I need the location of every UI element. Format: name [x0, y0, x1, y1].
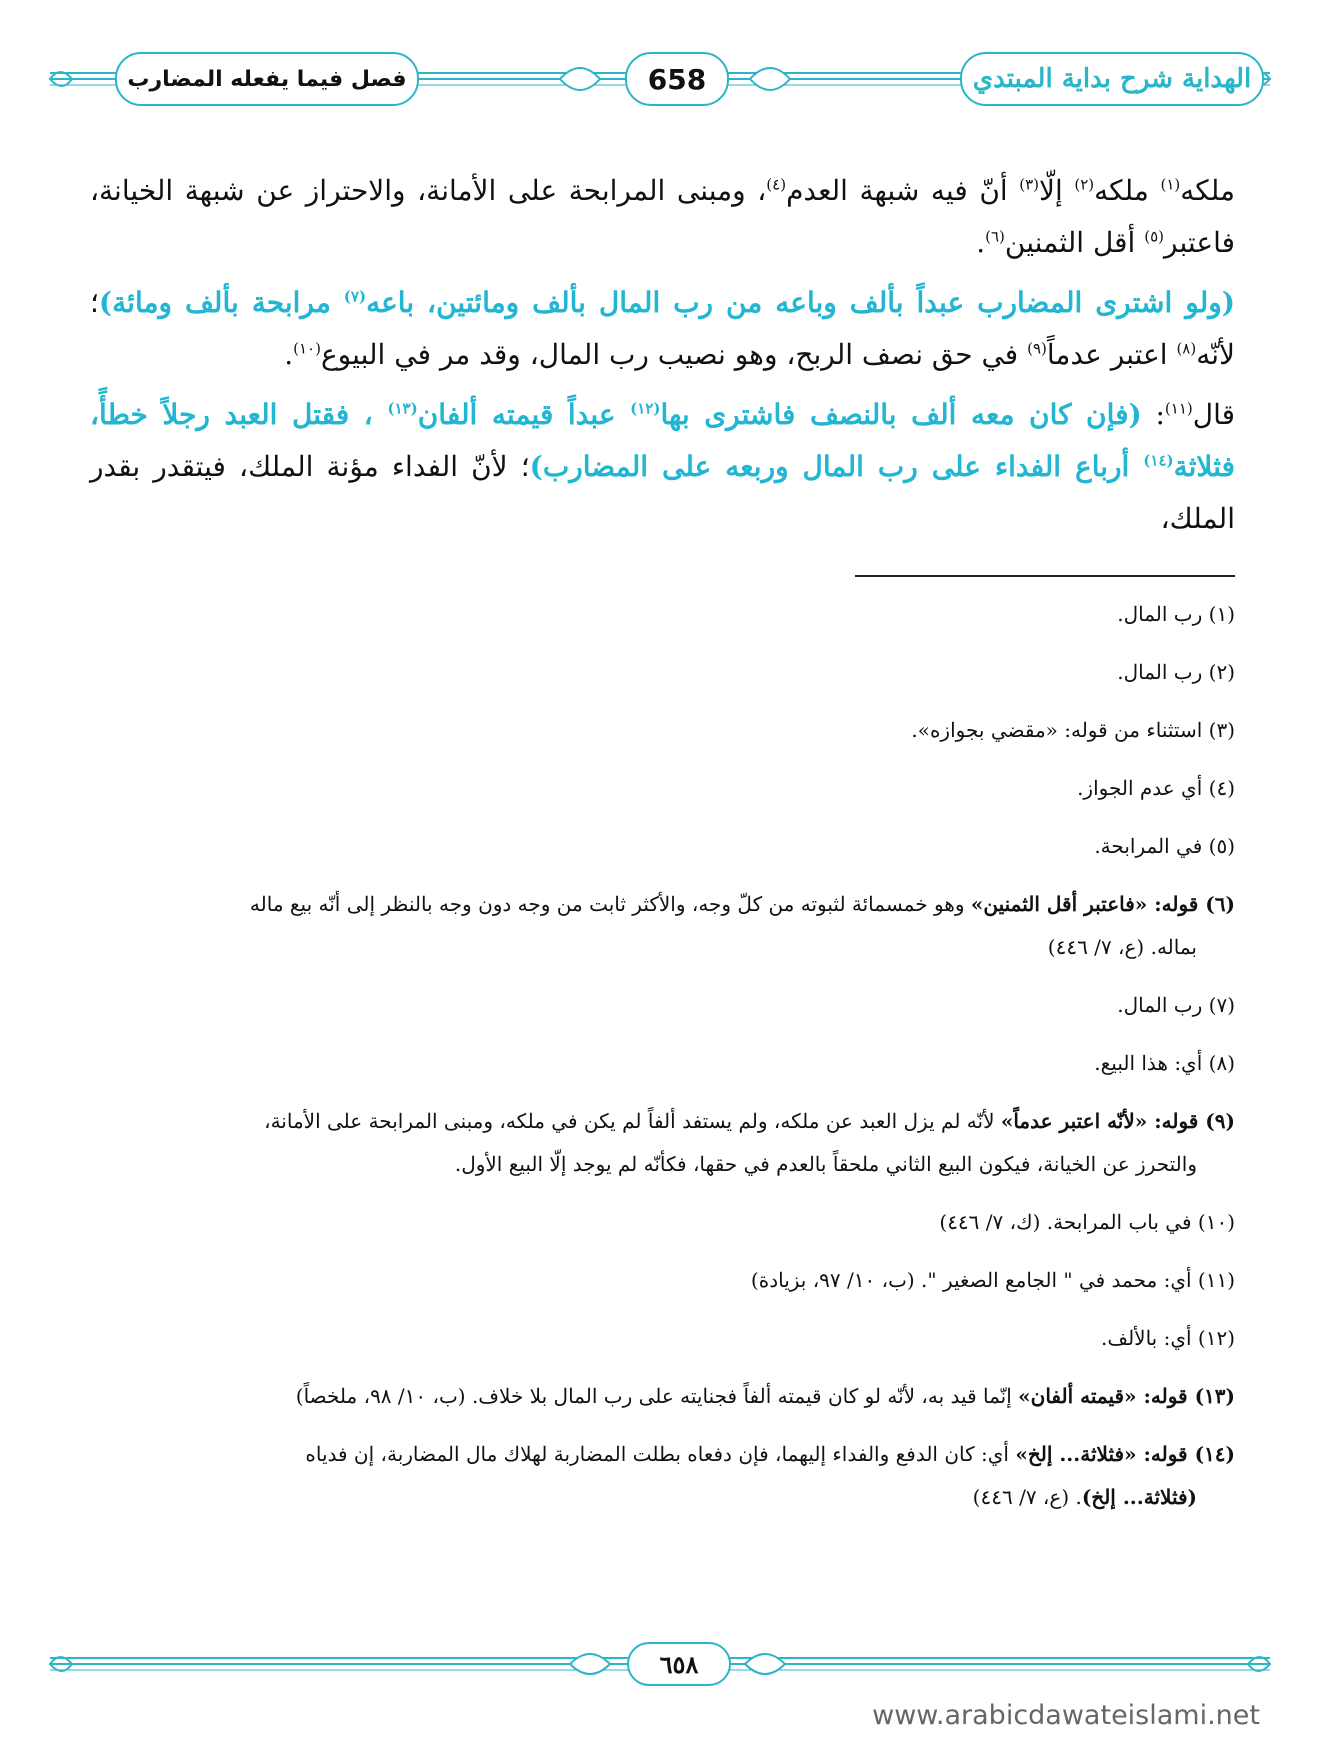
main-text	[90, 165, 1235, 545]
paragraph-3	[90, 389, 1235, 545]
watermark-url[interactable]: www.arabicdawateislami.net	[872, 1700, 1260, 1731]
footnote-ref[interactable]: (٢)	[1074, 175, 1095, 194]
matn-text: (ولو اشترى المضارب عبداً بألف وباعه من رب المال بألف ومائتين، باعه	[366, 286, 1235, 319]
matn-text: (فإن كان معه ألف بالنصف فاشترى بها	[660, 398, 1142, 431]
footnote-1: (١) رب المال.	[1117, 602, 1235, 626]
footnote-number: (١٣)	[1187, 1384, 1235, 1408]
footnote-lead: قوله: «فاعتبر أقل الثمنين»	[970, 892, 1199, 916]
footnote-8: (٨) أي: هذا البيع.	[1094, 1051, 1235, 1075]
footnotes	[90, 600, 1235, 1541]
text-run: اعتبر عدماً	[1046, 338, 1177, 371]
footnote-3: (٣) استثناء من قوله: «مقضي بجوازه».	[911, 718, 1235, 742]
text-run: :	[1141, 398, 1165, 431]
text-run: ملكه	[1180, 174, 1235, 207]
chapter-title: فصل فيما يفعله المضارب	[115, 52, 419, 106]
text-run: ؛ لأنّه	[90, 286, 1235, 371]
footnote-continuation: بماله. (ع، ٧/ ٤٤٦)	[1047, 935, 1197, 959]
text-run: ؛ لأنّ الفداء مؤنة الملك، فيتقدر بقدر الملك،	[90, 450, 1235, 535]
footnote-lead: قوله: «فثلاثة... إلخ»	[1015, 1442, 1188, 1466]
footnote-ref[interactable]: (٣)	[1019, 175, 1040, 194]
text-run: في حق نصف الربح، وهو نصيب رب المال، وقد مر في البيوع	[320, 338, 1028, 371]
footnote-13	[90, 1382, 1235, 1411]
footnote-body: لأنّه لم يزل العبد عن ملكه، ولم يستفد ألفاً لم يكن في ملكه، ومبنى المرابحة على الأمانة،	[264, 1109, 1001, 1133]
footnote-lead: قوله: «لأنّه اعتبر عدماً»	[1000, 1109, 1199, 1133]
text-run: .	[976, 226, 986, 259]
footnote-ref[interactable]: (٩)	[1027, 339, 1047, 358]
footnote-ref[interactable]: (١٤)	[1143, 451, 1174, 470]
footnote-ref[interactable]: (٧)	[343, 287, 367, 306]
footnote-reference: . (ع، ٧/ ٤٤٦)	[972, 1485, 1082, 1509]
footnote-lead: قوله: «قيمته ألفان»	[1018, 1384, 1188, 1408]
footnote-ref[interactable]: (١٣)	[387, 399, 418, 418]
footnote-body: إنّما قيد به، لأنّه لو كان قيمته ألفاً فجنايته على رب المال بلا خلاف. (ب، ١٠/ ٩٨، ملخصاً)	[295, 1384, 1019, 1408]
footnote-11: (١١) أي: محمد في " الجامع الصغير ". (ب، ١٠/ ٩٧، بزيادة)	[750, 1268, 1235, 1292]
footnote-ref[interactable]: (١٢)	[630, 399, 661, 418]
footnote-10: (١٠) في باب المرابحة. (ك، ٧/ ٤٤٦)	[939, 1210, 1235, 1234]
footnote-number: (٩)	[1198, 1109, 1235, 1133]
footnote-ref[interactable]: (٦)	[985, 227, 1005, 246]
footnote-continuation: والتحرز عن الخيانة، فيكون البيع الثاني ملحقاً بالعدم في حقها، فكأنّه لم يوجد إلّا البيع الأول.	[454, 1152, 1197, 1176]
matn-text: ، فقتل العبد رجلاً خطأً، فثلاثة	[90, 398, 1235, 483]
footnote-number: (١٤)	[1187, 1442, 1235, 1466]
footnote-body: أي: كان الدفع والفداء إليهما، فإن دفعاه بطلت المضاربة لهلاك مال المضاربة، إن فدياه	[305, 1442, 1016, 1466]
text-run: أنّ فيه شبهة العدم	[786, 174, 1020, 207]
book-title: الهداية شرح بداية المبتدي	[960, 52, 1264, 106]
footnote-continuation	[90, 1483, 1235, 1512]
matn-text: أرباع الفداء على رب المال وربعه على المضارب)	[529, 450, 1144, 483]
text-run: ملكه	[1094, 174, 1161, 207]
footnote-ref[interactable]: (٨)	[1176, 339, 1197, 358]
footnote-ref[interactable]: (١٠)	[293, 339, 321, 358]
text-run: إلّا	[1039, 174, 1075, 207]
header-page-number: 658	[625, 52, 729, 106]
text-run: ، ومبنى المرابحة على الأمانة، والاحتراز عن شبهة الخيانة، فاعتبر	[90, 174, 1235, 259]
paragraph-2	[90, 277, 1235, 381]
matn-text: عبداً قيمته ألفان	[417, 398, 631, 431]
footnote-9	[90, 1107, 1235, 1179]
footnote-ref[interactable]: (٥)	[1144, 227, 1165, 246]
footnote-body: وهو خمسمائة لثبوته من كلّ وجه، والأكثر ثابت من وجه دون وجه بالنظر إلى أنّه بيع ماله	[249, 892, 971, 916]
footer-page-number: ٦٥٨	[627, 1642, 731, 1686]
footnote-ref[interactable]: (٤)	[766, 175, 787, 194]
text-run: .	[284, 338, 294, 371]
footnote-2: (٢) رب المال.	[1117, 660, 1235, 684]
page-header	[40, 42, 1280, 112]
text-run: قال	[1192, 398, 1236, 431]
footnote-14	[90, 1440, 1235, 1512]
footnote-separator	[855, 575, 1235, 577]
footnote-6	[90, 890, 1235, 962]
footnote-lead: (فثلاثة... إلخ)	[1081, 1485, 1197, 1509]
paragraph-1	[90, 165, 1235, 269]
footnote-5: (٥) في المرابحة.	[1094, 834, 1235, 858]
text-run: أقل الثمنين	[1004, 226, 1145, 259]
footnote-ref[interactable]: (١)	[1160, 175, 1181, 194]
page-footer	[40, 1638, 1280, 1688]
footnote-ref[interactable]: (١١)	[1164, 399, 1193, 418]
matn-text: مرابحة بألف ومائة)	[98, 286, 344, 319]
footnote-7: (٧) رب المال.	[1117, 993, 1235, 1017]
footnote-4: (٤) أي عدم الجواز.	[1077, 776, 1235, 800]
footnote-12: (١٢) أي: بالألف.	[1101, 1326, 1235, 1350]
footnote-number: (٦)	[1198, 892, 1235, 916]
